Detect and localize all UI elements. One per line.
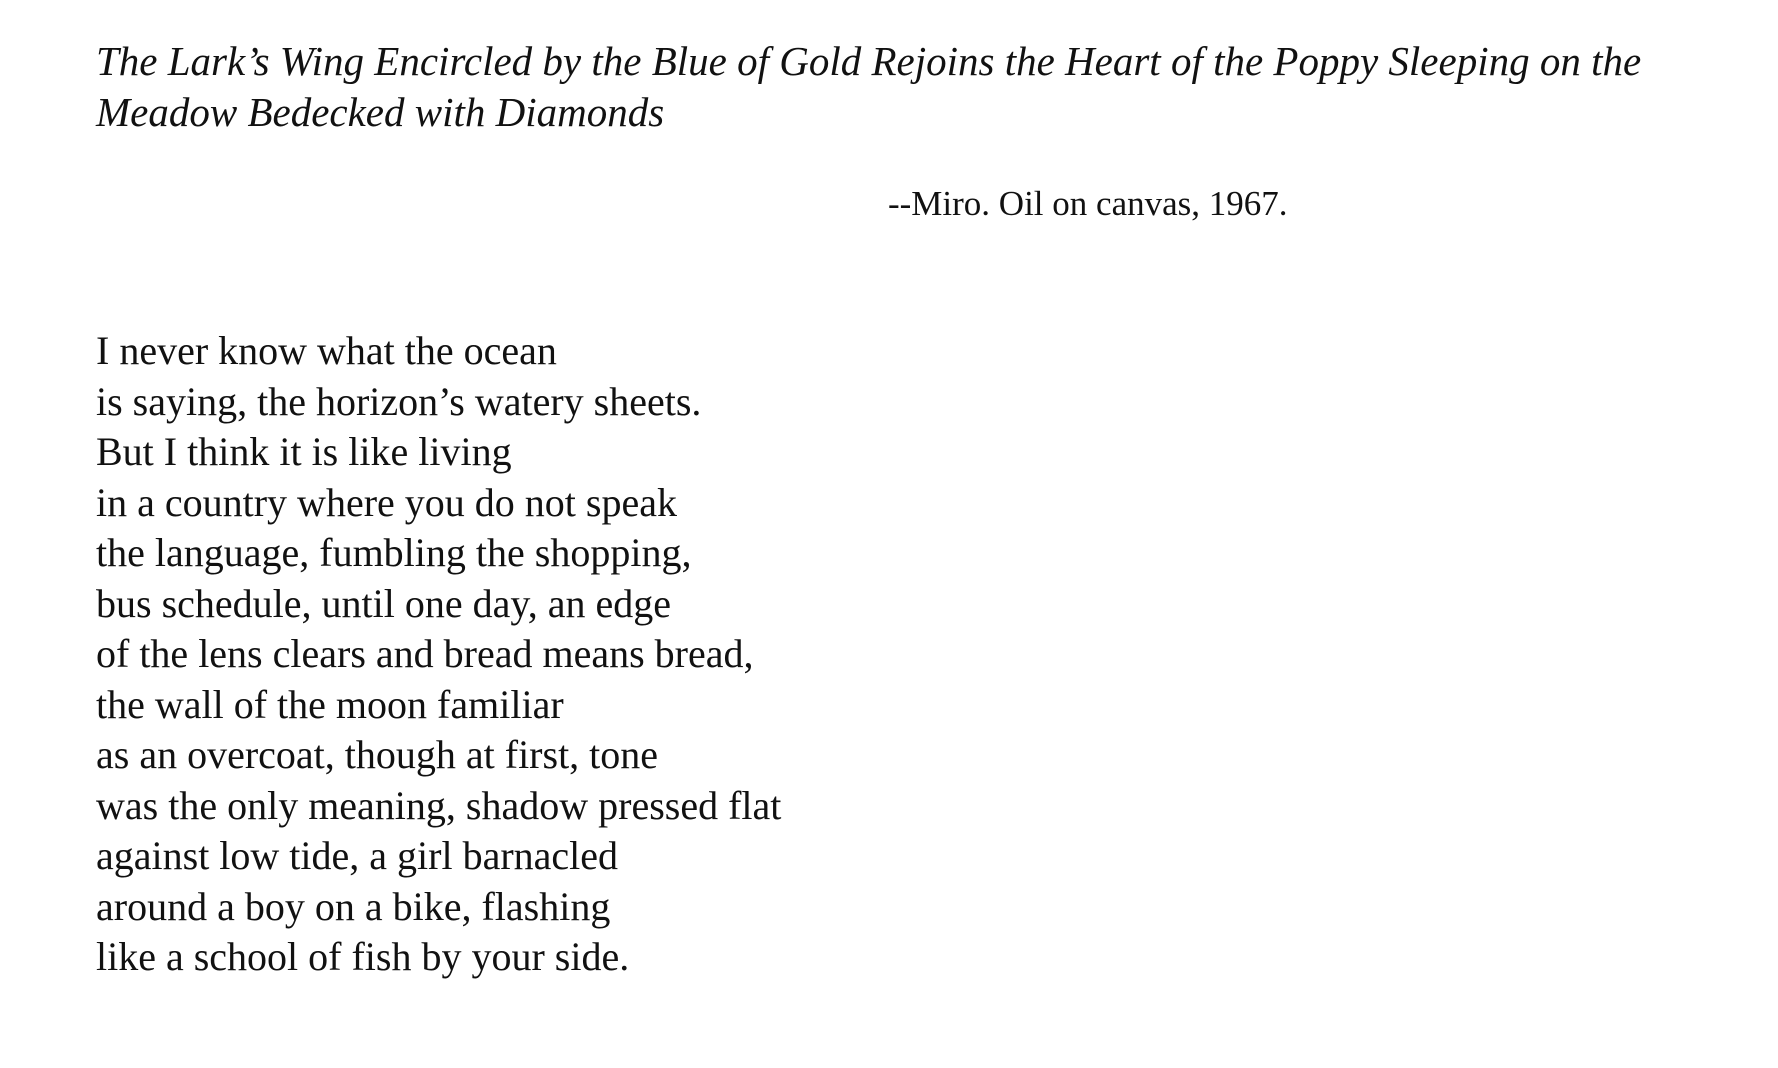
- poem-line: as an overcoat, though at first, tone: [96, 732, 659, 777]
- poem-title-line: The Lark’s Wing Encircled by the Blue of Gold Rejoins the Heart of the Poppy Sleeping on the: [96, 38, 1642, 84]
- poem-line: in a country where you do not speak: [96, 479, 677, 525]
- poem-line: But I think it is like living: [96, 429, 512, 474]
- poem-line: the wall of the moon familiar: [96, 681, 564, 727]
- poem-body: [96, 326, 781, 983]
- poem-line: bus schedule, until one day, an edge: [96, 580, 672, 626]
- poem-line: against low tide, a girl barnacled: [96, 833, 619, 878]
- poem-line: the language, fumbling the shopping,: [96, 530, 692, 575]
- poem-line: of the lens clears and bread means bread,: [96, 631, 754, 676]
- poem-line: was the only meaning, shadow pressed flat: [96, 782, 782, 828]
- poem-line: around a boy on a bike, flashing: [96, 883, 611, 929]
- poem-line: I never know what the ocean: [96, 328, 557, 373]
- epigraph-attribution: --Miro. Oil on canvas, 1967.: [888, 184, 1288, 223]
- poem-line: is saying, the horizon’s watery sheets.: [96, 378, 702, 424]
- poem-title: [96, 36, 1766, 138]
- poem-title-line: Meadow Bedecked with Diamonds: [96, 89, 665, 135]
- poem-line: like a school of fish by your side.: [96, 934, 630, 979]
